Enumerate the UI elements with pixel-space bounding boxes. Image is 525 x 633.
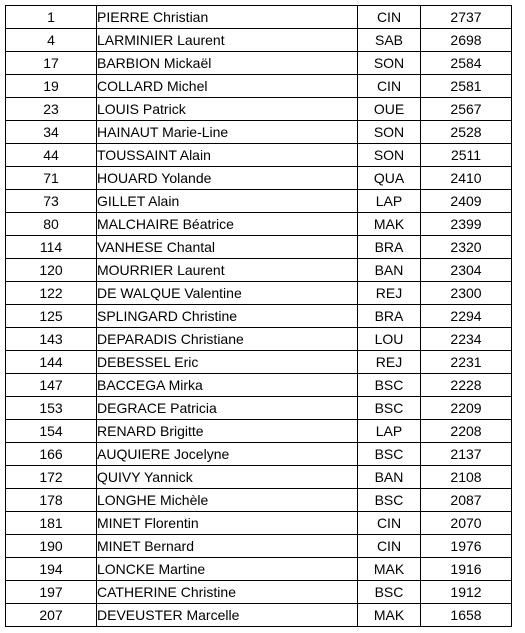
table-row: [6, 121, 512, 144]
club-cell[interactable]: SON: [358, 144, 421, 167]
name-cell[interactable]: DEBESSEL Eric: [97, 351, 358, 374]
rank-cell[interactable]: 19: [6, 75, 97, 98]
club-cell[interactable]: BSC: [358, 443, 421, 466]
name-cell[interactable]: VANHESE Chantal: [97, 236, 358, 259]
name-cell[interactable]: LONGHE Michèle: [97, 489, 358, 512]
name-cell[interactable]: HOUARD Yolande: [97, 167, 358, 190]
club-cell[interactable]: LOU: [358, 328, 421, 351]
table-row: [6, 351, 512, 374]
table-row: [6, 75, 512, 98]
club-cell[interactable]: BSC: [358, 581, 421, 604]
rank-cell[interactable]: 197: [6, 581, 97, 604]
name-cell[interactable]: QUIVY Yannick: [97, 466, 358, 489]
table-row: [6, 213, 512, 236]
club-cell[interactable]: BRA: [358, 236, 421, 259]
rank-cell[interactable]: 17: [6, 52, 97, 75]
rank-cell[interactable]: 207: [6, 604, 97, 627]
table-row: [6, 443, 512, 466]
score-cell[interactable]: 2108: [421, 466, 512, 489]
score-cell[interactable]: 2228: [421, 374, 512, 397]
table-row: [6, 397, 512, 420]
club-cell[interactable]: SON: [358, 121, 421, 144]
table-row: [6, 558, 512, 581]
name-cell[interactable]: DEGRACE Patricia: [97, 397, 358, 420]
table-row: [6, 236, 512, 259]
club-cell[interactable]: REJ: [358, 351, 421, 374]
club-cell[interactable]: QUA: [358, 167, 421, 190]
club-cell[interactable]: CIN: [358, 512, 421, 535]
score-cell[interactable]: 2137: [421, 443, 512, 466]
score-cell[interactable]: 2320: [421, 236, 512, 259]
rank-cell[interactable]: 147: [6, 374, 97, 397]
rank-cell[interactable]: 114: [6, 236, 97, 259]
table-row: [6, 190, 512, 213]
table-row: [6, 282, 512, 305]
name-cell[interactable]: MINET Florentin: [97, 512, 358, 535]
club-cell[interactable]: BRA: [358, 305, 421, 328]
score-cell[interactable]: 2698: [421, 29, 512, 52]
rank-cell[interactable]: 190: [6, 535, 97, 558]
rank-cell[interactable]: 144: [6, 351, 97, 374]
score-cell[interactable]: 1912: [421, 581, 512, 604]
table-row: [6, 29, 512, 52]
rank-cell[interactable]: 154: [6, 420, 97, 443]
table-row: [6, 420, 512, 443]
rank-cell[interactable]: 44: [6, 144, 97, 167]
club-cell[interactable]: SAB: [358, 29, 421, 52]
table-row: [6, 466, 512, 489]
club-cell[interactable]: MAK: [358, 604, 421, 627]
score-cell[interactable]: 2737: [421, 6, 512, 29]
score-cell[interactable]: 2087: [421, 489, 512, 512]
score-cell[interactable]: 1976: [421, 535, 512, 558]
rank-cell[interactable]: 125: [6, 305, 97, 328]
rank-cell[interactable]: 71: [6, 167, 97, 190]
rank-cell[interactable]: 153: [6, 397, 97, 420]
rank-cell[interactable]: 80: [6, 213, 97, 236]
rank-cell[interactable]: 4: [6, 29, 97, 52]
club-cell[interactable]: REJ: [358, 282, 421, 305]
name-cell[interactable]: MALCHAIRE Béatrice: [97, 213, 358, 236]
score-cell[interactable]: 2511: [421, 144, 512, 167]
name-cell[interactable]: HAINAUT Marie-Line: [97, 121, 358, 144]
score-cell[interactable]: 2070: [421, 512, 512, 535]
name-cell[interactable]: BARBION Mickaël: [97, 52, 358, 75]
score-cell[interactable]: 1916: [421, 558, 512, 581]
club-cell[interactable]: MAK: [358, 213, 421, 236]
table-row: [6, 167, 512, 190]
club-cell[interactable]: CIN: [358, 535, 421, 558]
rank-cell[interactable]: 1: [6, 6, 97, 29]
table-row: [6, 374, 512, 397]
table-row: [6, 328, 512, 351]
score-cell[interactable]: 1658: [421, 604, 512, 627]
name-cell[interactable]: LONCKE Martine: [97, 558, 358, 581]
club-cell[interactable]: CIN: [358, 75, 421, 98]
score-cell[interactable]: 2208: [421, 420, 512, 443]
name-cell[interactable]: LARMINIER Laurent: [97, 29, 358, 52]
name-cell[interactable]: MOURRIER Laurent: [97, 259, 358, 282]
name-cell[interactable]: BACCEGA Mirka: [97, 374, 358, 397]
rank-cell[interactable]: 73: [6, 190, 97, 213]
club-cell[interactable]: LAP: [358, 190, 421, 213]
name-cell[interactable]: LOUIS Patrick: [97, 98, 358, 121]
score-cell[interactable]: 2399: [421, 213, 512, 236]
score-cell[interactable]: 2409: [421, 190, 512, 213]
table-row: [6, 512, 512, 535]
name-cell[interactable]: PIERRE Christian: [97, 6, 358, 29]
ranking-table-body: [6, 6, 512, 627]
score-cell[interactable]: 2410: [421, 167, 512, 190]
table-row: [6, 305, 512, 328]
club-cell[interactable]: BSC: [358, 397, 421, 420]
name-cell[interactable]: DE WALQUE Valentine: [97, 282, 358, 305]
rank-cell[interactable]: 34: [6, 121, 97, 144]
rank-cell[interactable]: 122: [6, 282, 97, 305]
name-cell[interactable]: TOUSSAINT Alain: [97, 144, 358, 167]
table-row: [6, 6, 512, 29]
score-cell[interactable]: 2209: [421, 397, 512, 420]
club-cell[interactable]: BAN: [358, 259, 421, 282]
score-cell[interactable]: 2528: [421, 121, 512, 144]
table-row: [6, 144, 512, 167]
club-cell[interactable]: BSC: [358, 489, 421, 512]
score-cell[interactable]: 2567: [421, 98, 512, 121]
club-cell[interactable]: CIN: [358, 6, 421, 29]
rank-cell[interactable]: 194: [6, 558, 97, 581]
name-cell[interactable]: DEPARADIS Christiane: [97, 328, 358, 351]
rank-cell[interactable]: 143: [6, 328, 97, 351]
table-row: [6, 52, 512, 75]
table-row: [6, 604, 512, 627]
rank-cell[interactable]: 172: [6, 466, 97, 489]
rank-cell[interactable]: 181: [6, 512, 97, 535]
club-cell[interactable]: BAN: [358, 466, 421, 489]
name-cell[interactable]: CATHERINE Christine: [97, 581, 358, 604]
name-cell[interactable]: RENARD Brigitte: [97, 420, 358, 443]
rank-cell[interactable]: 120: [6, 259, 97, 282]
score-cell[interactable]: 2581: [421, 75, 512, 98]
score-cell[interactable]: 2304: [421, 259, 512, 282]
name-cell[interactable]: DEVEUSTER Marcelle: [97, 604, 358, 627]
score-cell[interactable]: 2294: [421, 305, 512, 328]
rank-cell[interactable]: 23: [6, 98, 97, 121]
name-cell[interactable]: GILLET Alain: [97, 190, 358, 213]
table-row: [6, 489, 512, 512]
name-cell[interactable]: SPLINGARD Christine: [97, 305, 358, 328]
club-cell[interactable]: SON: [358, 52, 421, 75]
rank-cell[interactable]: 178: [6, 489, 97, 512]
club-cell[interactable]: MAK: [358, 558, 421, 581]
score-cell[interactable]: 2231: [421, 351, 512, 374]
club-cell[interactable]: OUE: [358, 98, 421, 121]
club-cell[interactable]: BSC: [358, 374, 421, 397]
rank-cell[interactable]: 166: [6, 443, 97, 466]
name-cell[interactable]: COLLARD Michel: [97, 75, 358, 98]
table-row: [6, 581, 512, 604]
table-row: [6, 535, 512, 558]
score-cell[interactable]: 2584: [421, 52, 512, 75]
score-cell[interactable]: 2300: [421, 282, 512, 305]
name-cell[interactable]: AUQUIERE Jocelyne: [97, 443, 358, 466]
club-cell[interactable]: LAP: [358, 420, 421, 443]
ranking-table: [5, 5, 512, 627]
score-cell[interactable]: 2234: [421, 328, 512, 351]
table-row: [6, 259, 512, 282]
name-cell[interactable]: MINET Bernard: [97, 535, 358, 558]
table-row: [6, 98, 512, 121]
